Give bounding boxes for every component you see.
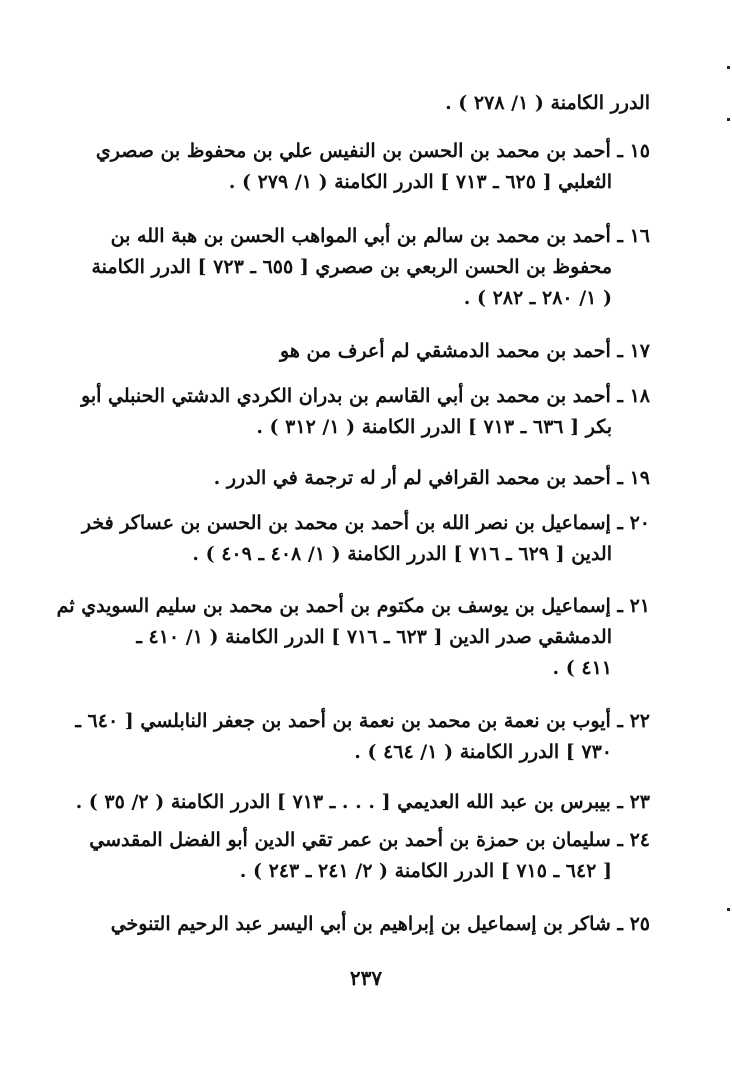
- entry-line: ٢٣ ـ بيبرس بن عبد الله العديمي [ . . . ـ ٧١٣ ] الدرر الكامنة ( ٢/ ٣٥ ) .: [75, 791, 650, 813]
- entry-line: ( ١/ ٢٨٠ ـ ٢٨٢ ) .: [463, 287, 612, 309]
- continuation-line: الدرر الكامنة ( ١/ ٢٧٨ ) .: [445, 92, 650, 114]
- entry-18: [78, 381, 650, 443]
- entry-line: الدمشقي صدر الدين [ ٦٢٣ ـ ٧١٦ ] الدرر الكامنة ( ١/ ٤١٠ ـ: [136, 626, 612, 648]
- entry-21: [56, 591, 650, 684]
- entry-line: ١٦ ـ أحمد بن محمد بن سالم بن أبي المواهب الحسن بن هبة الله بن: [110, 225, 650, 247]
- scan-speck: [727, 908, 730, 911]
- entry-line: ١٥ ـ أحمد بن محمد بن الحسن بن النفيس علي بن محفوظ بن صصري: [95, 140, 650, 162]
- entry-line: بكر [ ٦٣٦ ـ ٧١٣ ] الدرر الكامنة ( ١/ ٣١٢ ) .: [256, 416, 612, 438]
- scan-speck: [727, 118, 730, 121]
- entry-line: ١٧ ـ أحمد بن محمد الدمشقي لم أعرف من هو: [280, 340, 650, 362]
- entry-20: [78, 508, 650, 570]
- entry-line: ١٨ ـ أحمد بن محمد بن أبي القاسم بن بدران الكردي الدشتي الحنبلي أبو: [81, 385, 650, 407]
- entry-16: [78, 221, 650, 314]
- entry-line: ٤١١ ) .: [552, 657, 612, 679]
- scan-speck: [727, 66, 730, 69]
- entry-line: ٢٠ ـ إسماعيل بن نصر الله بن أحمد بن محمد بن الحسن بن عساكر فخر: [81, 512, 650, 534]
- entry-24: [78, 825, 650, 887]
- entry-line: الثعلبي [ ٦٢٥ ـ ٧١٣ ] الدرر الكامنة ( ١/ ٢٧٩ ) .: [228, 171, 612, 193]
- entry-line: ٢٥ ـ شاكر بن إسماعيل بن إبراهيم بن أبي اليسر عبد الرحيم التنوخي: [110, 913, 650, 935]
- entry-23: [75, 787, 650, 818]
- entry-line: ٢٢ ـ أيوب بن نعمة بن محمد بن نعمة بن أحمد بن جعفر النابلسي [ ٦٤٠ ـ: [75, 710, 650, 732]
- entry-line: ٧٣٠ ] الدرر الكامنة ( ١/ ٤٦٤ ) .: [354, 741, 612, 763]
- entry-22: [75, 706, 650, 768]
- entry-line: [ ٦٤٢ ـ ٧١٥ ] الدرر الكامنة ( ٢/ ٢٤١ ـ ٢٤٣ ) .: [239, 860, 612, 882]
- entry-19: [78, 463, 650, 494]
- entry-line: ٢١ ـ إسماعيل بن يوسف بن مكتوم بن أحمد بن محمد بن سليم السويدي ثم: [56, 595, 650, 617]
- entry-15: [78, 136, 650, 198]
- entry-25: [78, 909, 650, 940]
- page-number: ٢٣٧: [349, 966, 383, 990]
- entry-line: ١٩ ـ أحمد بن محمد القرافي لم أر له ترجمة في الدرر .: [213, 467, 650, 489]
- entry-line: ٢٤ ـ سليمان بن حمزة بن أحمد بن عمر تقي الدين أبو الفضل المقدسي: [89, 829, 650, 851]
- entry-line: الدين [ ٦٢٩ ـ ٧١٦ ] الدرر الكامنة ( ١/ ٤٠٨ ـ ٤٠٩ ) .: [192, 543, 612, 565]
- entry-17: [78, 336, 650, 367]
- entry-line: محفوظ بن الحسن الربعي بن صصري [ ٦٥٥ ـ ٧٢٣ ] الدرر الكامنة: [91, 256, 612, 278]
